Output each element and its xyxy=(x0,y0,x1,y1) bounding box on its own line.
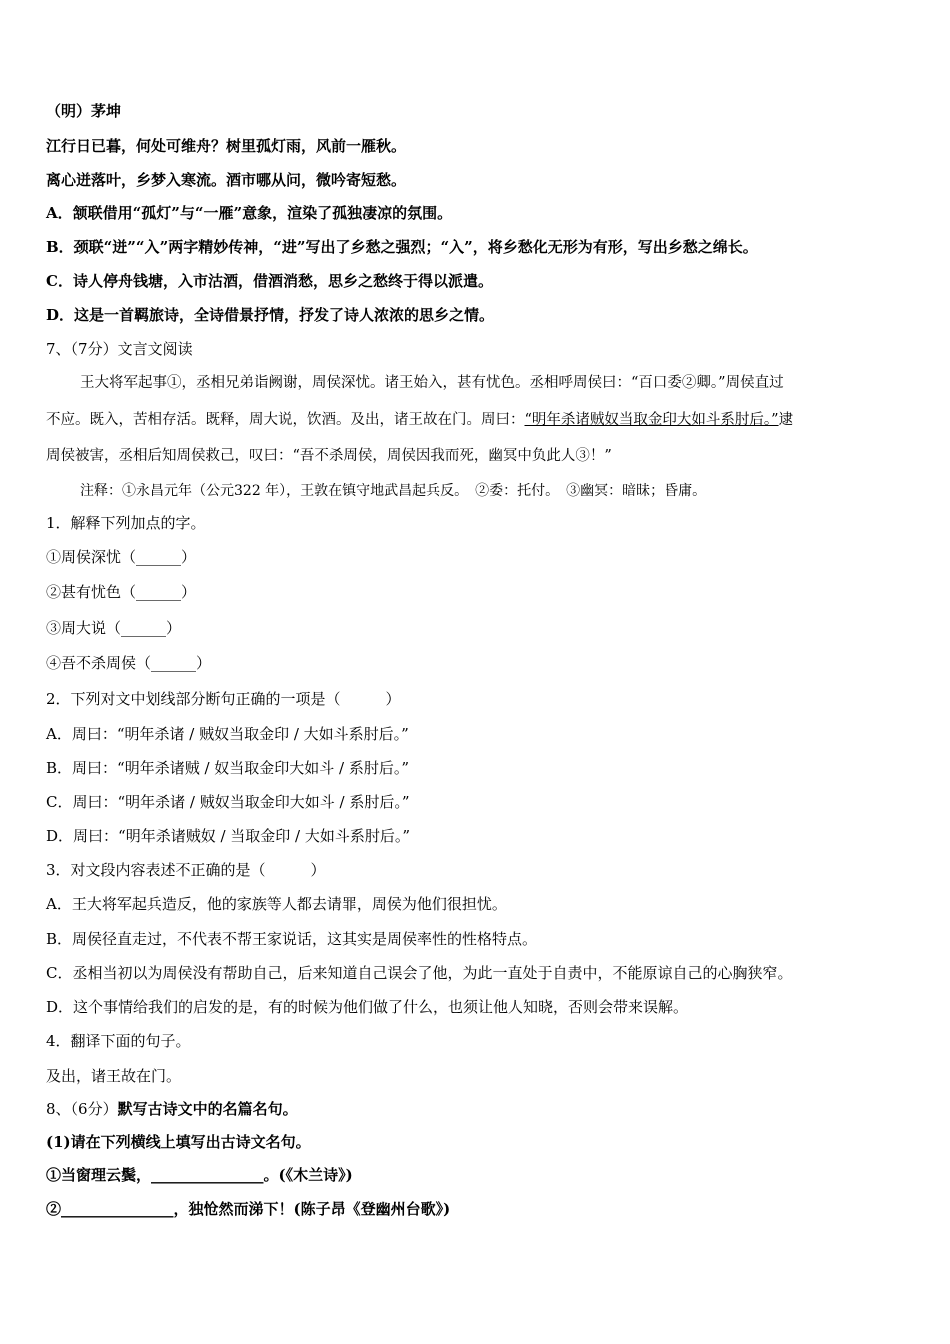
sub1-item-4: ④吾不杀周侯（______） xyxy=(46,654,212,672)
sub3-option-d: D．这个事情给我们的启发的是，有的时候为他们做了什么，也须让他人知晓，否则会带来误解。 xyxy=(46,998,689,1016)
sub2-option-c: C．周曰：“明年杀诸 / 贼奴当取金印大如斗 / 系肘后。” xyxy=(46,793,410,811)
q7-heading: 7、（7分）文言文阅读 xyxy=(46,340,193,358)
q6-option-a: A．颔联借用“孤灯”与“一雁”意象，渲染了孤独凄凉的氛围。 xyxy=(46,204,453,222)
sub2-prompt: 2．下列对文中划线部分断句正确的一项是（ ） xyxy=(46,690,401,708)
poem-line-1: 江行日已暮，何处可维舟？树里孤灯雨，风前一雁秋。 xyxy=(46,137,407,155)
passage-note: 注释：①永昌元年（公元322 年），王敦在镇守地武昌起兵反。 ②委：托付。 ③幽冥：暗昧；昏庸。 xyxy=(80,483,707,499)
q8-heading-prefix: 8、（6分） xyxy=(46,1100,118,1118)
sub1-item-1: ①周侯深忧（______） xyxy=(46,548,197,566)
q8-sub1: (1)请在下列横线上填写出古诗文名句。 xyxy=(46,1133,311,1151)
poem-author: （明）茅坤 xyxy=(46,102,122,120)
q6-option-c: C．诗人停舟钱塘，入市沽酒，借酒消愁，思乡之愁终于得以派遣。 xyxy=(46,272,493,290)
sub3-option-a: A．王大将军起兵造反，他的家族等人都去请罪，周侯为他们很担忧。 xyxy=(46,895,507,913)
sub2-option-b: B．周曰：“明年杀诸贼 / 奴当取金印大如斗 / 系肘后。” xyxy=(46,759,410,777)
sub4-sentence: 及出，诸王故在门。 xyxy=(46,1067,182,1085)
passage-underlined-sentence: “明年杀诸贼奴当取金印大如斗系肘后。” xyxy=(524,412,779,428)
sub1-item-3: ③周大说（______） xyxy=(46,619,182,637)
q8-item-1: ①当窗理云鬓，_______________。(《木兰诗》) xyxy=(46,1166,353,1184)
passage-line-2-end: 逮 xyxy=(778,412,794,428)
passage-line-3: 周侯被害，丞相后知周侯救己，叹曰：“吾不杀周侯，周侯因我而死，幽冥中负此人③！” xyxy=(46,448,612,464)
sub2-option-d: D．周曰：“明年杀诸贼奴 / 当取金印 / 大如斗系肘后。” xyxy=(46,827,411,845)
q6-option-d: D．这是一首羁旅诗，全诗借景抒情，抒发了诗人浓浓的思乡之情。 xyxy=(46,306,495,324)
passage-line-1: 王大将军起事①，丞相兄弟诣阙谢，周侯深忧。诸王始入，甚有忧色。丞相呼周侯曰：“百口委②卿。”周侯直过 xyxy=(80,375,784,391)
passage-line-2 xyxy=(46,410,793,430)
sub2-option-a: A．周曰：“明年杀诸 / 贼奴当取金印 / 大如斗系肘后。” xyxy=(46,725,409,743)
sub1-item-2: ②甚有忧色（______） xyxy=(46,583,197,601)
q8-heading-text: 默写古诗文中的名篇名句。 xyxy=(117,1100,298,1118)
sub3-option-c: C．丞相当初以为周侯没有帮助自己，后来知道自己误会了他，为此一直处于自责中，不能原谅自己的心胸狭窄。 xyxy=(46,964,793,982)
sub4-prompt: 4．翻译下面的句子。 xyxy=(46,1032,191,1050)
q6-option-b: B．颈联“迸”“入”两字精妙传神，“进”写出了乡愁之强烈；“入”，将乡愁化无形为有形，写出乡愁之绵长。 xyxy=(46,238,758,256)
sub1-prompt: 1．解释下列加点的字。 xyxy=(46,514,206,532)
q8-heading xyxy=(46,1099,298,1119)
q8-item-2: ②_______________，独怆然而涕下！(陈子昂《登幽州台歌》) xyxy=(46,1200,451,1218)
passage-line-2-start: 不应。既入，苦相存活。既释，周大说，饮酒。及出，诸王故在门。周曰： xyxy=(46,412,525,428)
sub3-prompt: 3．对文段内容表述不正确的是（ ） xyxy=(46,861,326,879)
sub3-option-b: B．周侯径直走过，不代表不帮王家说话，这其实是周侯率性的性格特点。 xyxy=(46,930,538,948)
poem-line-2: 离心迸落叶，乡梦入寒流。酒市哪从问，微吟寄短愁。 xyxy=(46,171,407,189)
